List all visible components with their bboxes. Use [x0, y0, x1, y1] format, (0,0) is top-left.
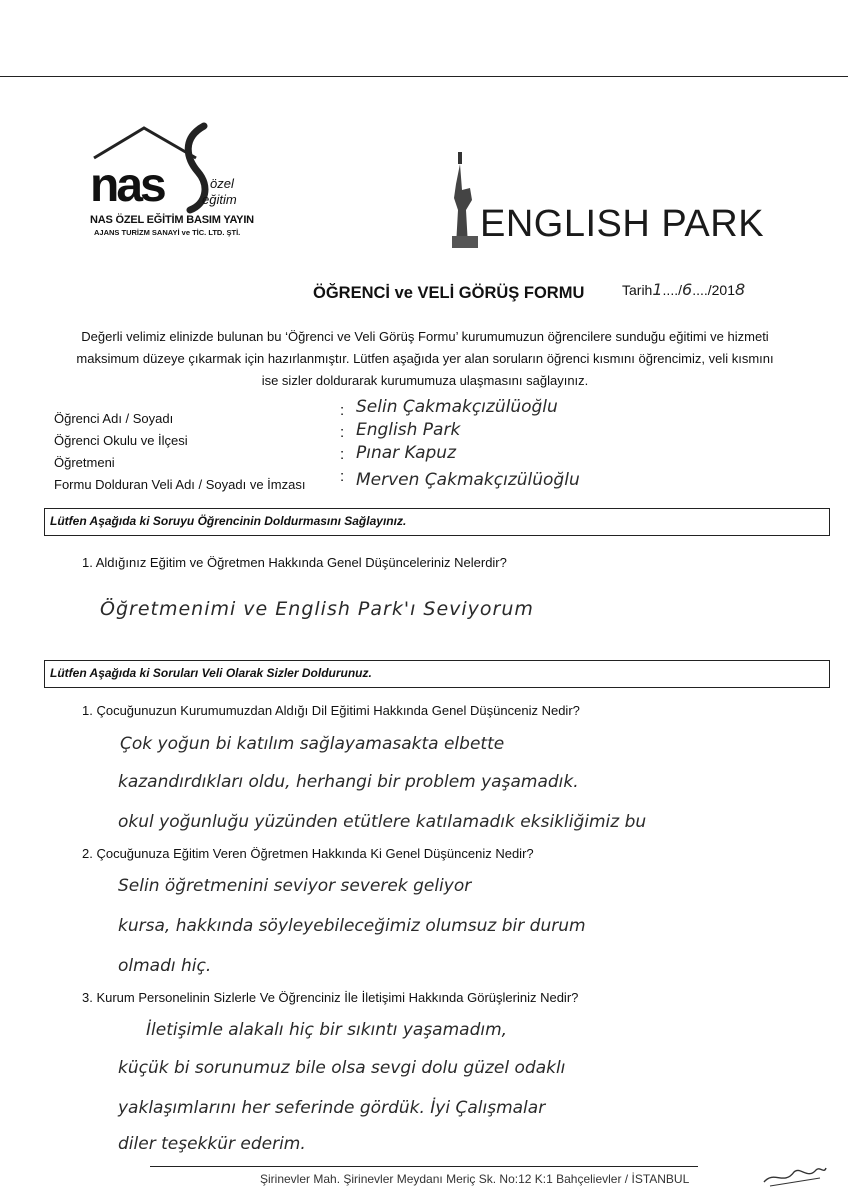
intro-line-1: Değerli velimiz elinizde bulunan bu ‘Öğrenci ve Veli Görüş Formu’ kurumumuzun öğrencilere sunduğu eğitimi ve hizmeti: [81, 329, 769, 344]
field-labels: [54, 408, 305, 496]
parent-question-1: 1. Çocuğunuzun Kurumumuzdan Aldığı Dil Eğitimi Hakkında Genel Düşünceniz Nedir?: [82, 703, 580, 718]
student-section-header: [44, 508, 830, 536]
intro-line-3: ise sizler doldurarak kurumumuza ulaşmasını sağlayınız.: [261, 373, 589, 388]
logo-script-egitim: eğitim: [202, 192, 237, 207]
parent-answer-1-line-2: kazandırdıkları oldu, herhangi bir problem yaşamadık.: [118, 772, 579, 792]
date-year-suffix: 8: [735, 280, 746, 299]
parent-answer-3-line-4: diler teşekkür ederim.: [118, 1134, 306, 1154]
field-value-student-name: Selin Çakmakçızülüoğlu: [356, 397, 558, 417]
footer-rule: [150, 1166, 698, 1167]
parent-answer-1-line-1: Çok yoğun bi katılım sağlayamasakta elbette: [120, 734, 505, 754]
parent-answer-3-line-3: yaklaşımlarını her seferinde gördük. İyi Çalışmalar: [118, 1098, 546, 1118]
parent-answer-2-line-3: olmadı hiç.: [118, 956, 212, 976]
top-rule: [0, 76, 848, 77]
parent-answer-3-line-1: İletişimle alakalı hiç bir sıkıntı yaşamadım,: [146, 1020, 508, 1040]
field-colons: : : : :: [340, 402, 345, 485]
logo-script-ozel: özel: [210, 176, 234, 191]
student-answer-1: Öğretmenimi ve English Park'ı Seviyorum: [100, 598, 534, 620]
field-label-teacher: Öğretmeni: [54, 455, 115, 470]
logo-mark-text: nas: [90, 159, 164, 212]
parent-answer-1-line-3: okul yoğunluğu yüzünden etütlere katılamadık eksikliğimiz bu: [118, 812, 647, 832]
parent-answer-2-line-2: kursa, hakkında söyleyebileceğimiz olumsuz bir durum: [118, 916, 586, 936]
field-value-teacher: Pınar Kapuz: [356, 443, 457, 463]
date-day: 1: [652, 280, 663, 299]
intro-line-2: maksimum düzeye çıkarmak için hazırlanmıştır. Lütfen aşağıda yer alan soruların öğrenci kısmını öğrencimiz, veli kısmını: [76, 351, 774, 366]
date-month: 6: [682, 280, 693, 299]
english-park-wordmark: ENGLISH PARK: [480, 203, 765, 245]
nas-logo: [86, 118, 276, 248]
field-label-school: Öğrenci Okulu ve İlçesi: [54, 433, 188, 448]
date-field: Tarih1..../6..../2018: [622, 280, 746, 299]
date-label: Tarih: [622, 282, 653, 298]
field-value-parent: Merven Çakmakçızülüoğlu: [356, 470, 580, 490]
student-question-1: 1. Aldığınız Eğitim ve Öğretmen Hakkında Genel Düşünceleriniz Nelerdir?: [82, 555, 507, 570]
field-label-student-name: Öğrenci Adı / Soyadı: [54, 411, 174, 426]
parent-question-2: 2. Çocuğunuza Eğitim Veren Öğretmen Hakkında Ki Genel Düşünceniz Nedir?: [82, 846, 534, 861]
footer-address: Şirinevler Mah. Şirinevler Meydanı Meriç Sk. No:12 K:1 Bahçelievler / İSTANBUL: [260, 1172, 690, 1186]
parent-answer-3-line-2: küçük bi sorunumuz bile olsa sevgi dolu güzel odaklı: [118, 1058, 566, 1078]
student-section-header-text: Lütfen Aşağıda ki Soruyu Öğrencinin Doldurmasını Sağlayınız.: [50, 514, 407, 528]
field-values: [356, 396, 580, 492]
company-name: NAS ÖZEL EĞİTİM BASIM YAYIN: [90, 214, 254, 226]
intro-paragraph: [50, 326, 800, 392]
company-subtitle: AJANS TURİZM SANAYİ ve TİC. LTD. ŞTİ.: [94, 228, 241, 237]
parent-section-header-text: Lütfen Aşağıda ki Soruları Veli Olarak Sizler Doldurunuz.: [50, 666, 372, 680]
parent-answer-2-line-1: Selin öğretmenini seviyor severek geliyor: [118, 876, 472, 896]
date-year-prefix: 201: [711, 282, 735, 298]
field-value-school: English Park: [356, 420, 461, 440]
parent-question-3: 3. Kurum Personelinin Sizlerle Ve Öğrenciniz İle İletişimi Hakkında Görüşleriniz Nedir?: [82, 990, 579, 1005]
field-label-parent: Formu Dolduran Veli Adı / Soyadı ve İmzası: [54, 477, 306, 492]
parent-section-header: [44, 660, 830, 688]
signature-scribble-icon: [760, 1160, 830, 1190]
form-title: ÖĞRENCİ ve VELİ GÖRÜŞ FORMU: [313, 284, 585, 302]
